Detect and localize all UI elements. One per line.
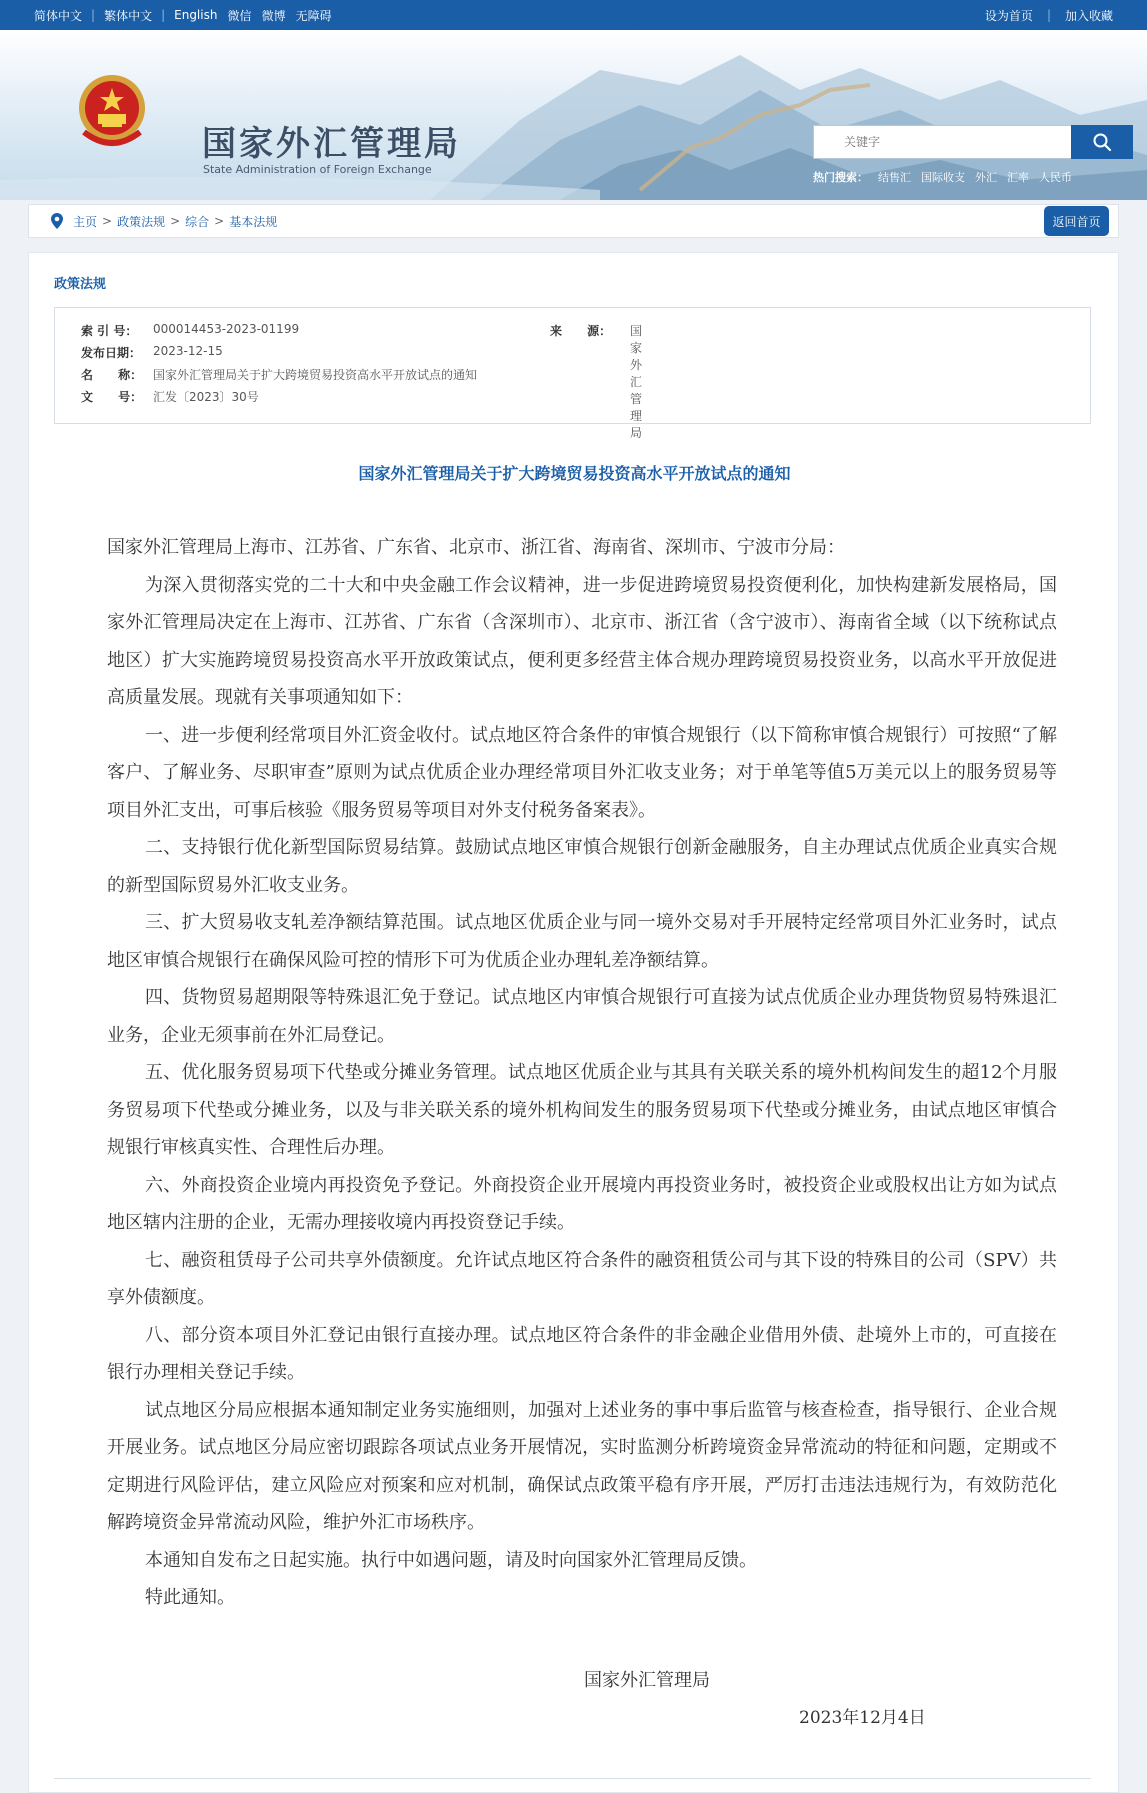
meta-value: 汇发〔2023〕30号 (153, 390, 259, 404)
main-content (28, 252, 1119, 1793)
meta-label: 来 源： (550, 324, 612, 338)
paragraph: 特此通知。 (145, 1587, 235, 1608)
meta-row (55, 344, 223, 361)
link-simplified-chinese[interactable]: 简体中文 (34, 8, 83, 23)
search-input[interactable] (813, 125, 1071, 159)
meta-label: 索 引 号： (81, 324, 138, 338)
document-body (107, 529, 1057, 1617)
divider (54, 1778, 1091, 1779)
hot-term[interactable]: 国际收支 (921, 171, 965, 184)
breadcrumb-basic-rules[interactable]: 基本法规 (229, 214, 278, 229)
breadcrumb-separator: > (214, 214, 225, 228)
meta-row (55, 388, 259, 405)
meta-value: 国家外汇管理局 (630, 324, 643, 440)
meta-row (55, 366, 477, 383)
site-logo-title[interactable]: 国家外汇管理局 (202, 124, 461, 164)
search-button[interactable] (1071, 125, 1133, 159)
paragraph: 五、优化服务贸易项下代垫或分摊业务管理。试点地区优质企业与其具有关联关系的境外机构间发生的超12个月服务贸易项下代垫或分摊业务，以及与非关联关系的境外机构间发生的服务贸易项下代垫或分摊业务，由试点地区审慎合规银行审核真实性、合理性后办理。 (107, 1062, 1057, 1158)
search-box (813, 125, 1133, 159)
paragraph: 二、支持银行优化新型国际贸易结算。鼓励试点地区审慎合规银行创新金融服务，自主办理试点优质企业真实合规的新型国际贸易外汇收支业务。 (107, 837, 1057, 896)
breadcrumb-home[interactable]: 主页 (73, 214, 98, 229)
search-icon (1092, 132, 1112, 152)
paragraph: 七、融资租赁母子公司共享外债额度。允许试点地区符合条件的融资租赁公司与其下设的特殊目的公司（SPV）共享外债额度。 (107, 1249, 1057, 1308)
meta-label: 发布日期： (81, 346, 142, 360)
hot-term[interactable]: 外汇 (975, 171, 997, 184)
paragraph: 三、扩大贸易收支轧差净额结算范围。试点地区优质企业与同一境外交易对手开展特定经常项目外汇业务时，试点地区审慎合规银行在确保风险可控的情形下可为优质企业办理轧差净额结算。 (107, 912, 1057, 971)
document-title: 国家外汇管理局关于扩大跨境贸易投资高水平开放试点的通知 (358, 464, 791, 483)
paragraph: 四、货物贸易超期限等特殊退汇免于登记。试点地区内审慎合规银行可直接为试点优质企业办理货物贸易特殊退汇业务，企业无须事前在外汇局登记。 (107, 987, 1057, 1046)
breadcrumb-separator: > (102, 214, 113, 228)
header-banner (0, 30, 1147, 200)
hot-term[interactable]: 结售汇 (878, 171, 911, 184)
meta-value: 000014453-2023-01199 (153, 322, 300, 336)
hot-term[interactable]: 人民币 (1039, 171, 1072, 184)
breadcrumb-separator: > (170, 214, 181, 228)
link-weibo[interactable]: 微博 (261, 8, 286, 23)
paragraph: 为深入贯彻落实党的二十大和中央金融工作会议精神，进一步促进跨境贸易投资便利化，加快构建新发展格局，国家外汇管理局决定在上海市、江苏省、广东省（含深圳市）、北京市、浙江省（含宁波市）、海南省全域（以下统称试点地区）扩大实施跨境贸易投资高水平开放政策试点，便利更多经营主体合规办理跨境贸易投资业务，以高水平开放促进高质量发展。现就有关事项通知如下： (107, 574, 1057, 708)
site-logo-subtitle: State Administration of Foreign Exchange (203, 163, 432, 176)
hot-term[interactable]: 汇率 (1007, 171, 1029, 184)
set-homepage-link[interactable]: 设为首页 (984, 8, 1033, 23)
paragraph: 本通知自发布之日起实施。执行中如遇问题，请及时向国家外汇管理局反馈。 (145, 1549, 757, 1571)
top-bar (0, 0, 1147, 30)
hot-search (813, 169, 1072, 185)
breadcrumb-general[interactable]: 综合 (185, 214, 210, 229)
paragraph: 八、部分资本项目外汇登记由银行直接办理。试点地区符合条件的非金融企业借用外债、赴境外上市的，可直接在银行办理相关登记手续。 (107, 1324, 1057, 1383)
meta-label: 名 称： (81, 368, 143, 382)
add-favorite-link[interactable]: 加入收藏 (1064, 8, 1113, 23)
meta-value: 国家外汇管理局关于扩大跨境贸易投资高水平开放试点的通知 (153, 368, 478, 382)
meta-label: 文 号： (81, 390, 143, 404)
document-meta (54, 307, 1091, 440)
link-accessibility[interactable]: 无障碍 (295, 8, 332, 23)
national-emblem-icon (76, 72, 148, 150)
link-wechat[interactable]: 微信 (227, 8, 252, 23)
signature: 国家外汇管理局 (584, 1670, 710, 1691)
utility-links (985, 7, 1113, 24)
hot-search-label: 热门搜索： (813, 171, 868, 184)
paragraph: 一、进一步便利经常项目外汇资金收付。试点地区符合条件的审慎合规银行（以下简称审慎合规银行）可按照“了解客户、了解业务、尽职审查”原则为试点优质企业办理经常项目外汇收支业务；对于单笔等值5万美元以上的服务贸易等项目外汇支出，可事后核验《服务贸易等项目对外支付税务备案表》。 (107, 724, 1057, 821)
return-home-button[interactable]: 返回首页 (1044, 206, 1109, 236)
document-date: 2023年12月4日 (799, 1708, 926, 1728)
location-pin-icon (51, 213, 63, 229)
breadcrumb-policy[interactable]: 政策法规 (117, 214, 166, 229)
paragraph: 试点地区分局应根据本通知制定业务实施细则，加强对上述业务的事中事后监管与核查检查，指导银行、企业合规开展业务。试点地区分局应密切跟踪各项试点业务开展情况，实时监测分析跨境资金异常流动的特征和问题，定期或不定期进行风险评估，建立风险应对预案和应对机制，确保试点政策平稳有序开展，严厉打击违法违规行为，有效防范化解跨境资金异常流动风险，维护外汇市场秩序。 (107, 1399, 1057, 1533)
link-english[interactable]: English (174, 8, 218, 22)
divider: | (161, 8, 166, 22)
addressee: 国家外汇管理局上海市、江苏省、广东省、北京市、浙江省、海南省、深圳市、宁波市分局： (107, 537, 845, 558)
divider: | (91, 8, 96, 22)
paragraph: 六、外商投资企业境内再投资免予登记。外商投资企业开展境内再投资业务时，被投资企业或股权出让方如为试点地区辖内注册的企业，无需办理接收境内再投资登记手续。 (107, 1174, 1057, 1233)
section-title: 政策法规 (54, 277, 107, 292)
link-traditional-chinese[interactable]: 繁体中文 (104, 8, 153, 23)
language-links (34, 7, 332, 24)
divider: | (1046, 8, 1051, 22)
breadcrumb (28, 204, 1119, 238)
meta-value: 2023-12-15 (153, 344, 223, 358)
